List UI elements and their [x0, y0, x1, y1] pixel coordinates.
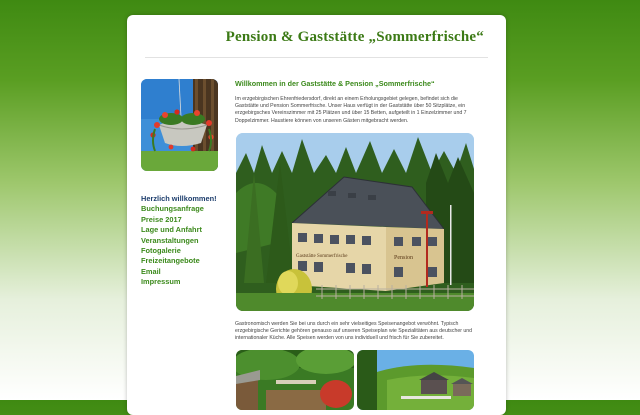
nav-item-preise[interactable]: Preise 2017: [141, 214, 182, 224]
nav-item-lage-und-anfahrt[interactable]: Lage und Anfahrt: [141, 225, 202, 235]
intro-paragraph: Im erzgebirgischen Ehrenfriedersdorf, direkt an einem Erholungsgebiet gelegen, befindet sich die Gaststätte und Pension Sommerfrische. Unser Haus verfügt in der Gaststätte über 50 Sitzplätze, ein erzgebirgsches Vereinszimmer mit 25 Plätzen und über 15 Betten, aufgeteilt in 1 Einzelzimmer und 7 Doppelzimmer. Haustiere können von unseren Gästen mitgebracht werden.: [235, 96, 467, 124]
nav-item-impressum[interactable]: Impressum: [141, 277, 181, 287]
flower-basket-photo: [141, 79, 218, 171]
nav-item-herzlich-willkommen[interactable]: Herzlich willkommen!: [141, 194, 217, 203]
title-divider: [145, 57, 488, 58]
nav-item-veranstaltungen[interactable]: Veranstaltungen: [141, 235, 199, 245]
nav-item-fotogalerie[interactable]: Fotogalerie: [141, 246, 181, 256]
nav-item-email[interactable]: Email: [141, 266, 161, 276]
nav-item-freizeitangebote[interactable]: Freizeitangebote: [141, 256, 200, 266]
page-card: [127, 15, 506, 415]
garden-terrace-photo[interactable]: [236, 350, 354, 410]
pension-building-photo: [236, 133, 474, 311]
site-title: Pension & Gaststätte „Sommerfrische“: [225, 29, 484, 45]
main-navigation: [141, 194, 217, 288]
house-sign-left: Gaststätte Sommerfrische: [296, 254, 348, 259]
meadow-houses-photo[interactable]: [357, 350, 474, 410]
gastronomy-paragraph: Gastronomisch werden Sie bei uns durch ein sehr vielseitiges Speisenangebot verwöhnt. Typisch erzgebirgische Gerichte gehören genauso auf unseren Speiseplan wie Spezialitäten aus deutscher und internationaler Küche. Alle Speisen werden von uns individuell und frisch für Sie zubereitet.: [235, 321, 473, 342]
content-heading: Willkommen in der Gaststätte & Pension „Sommerfrische“: [235, 79, 435, 88]
nav-item-buchungsanfrage[interactable]: Buchungsanfrage: [141, 204, 204, 214]
house-sign-right: Pension: [394, 255, 414, 261]
